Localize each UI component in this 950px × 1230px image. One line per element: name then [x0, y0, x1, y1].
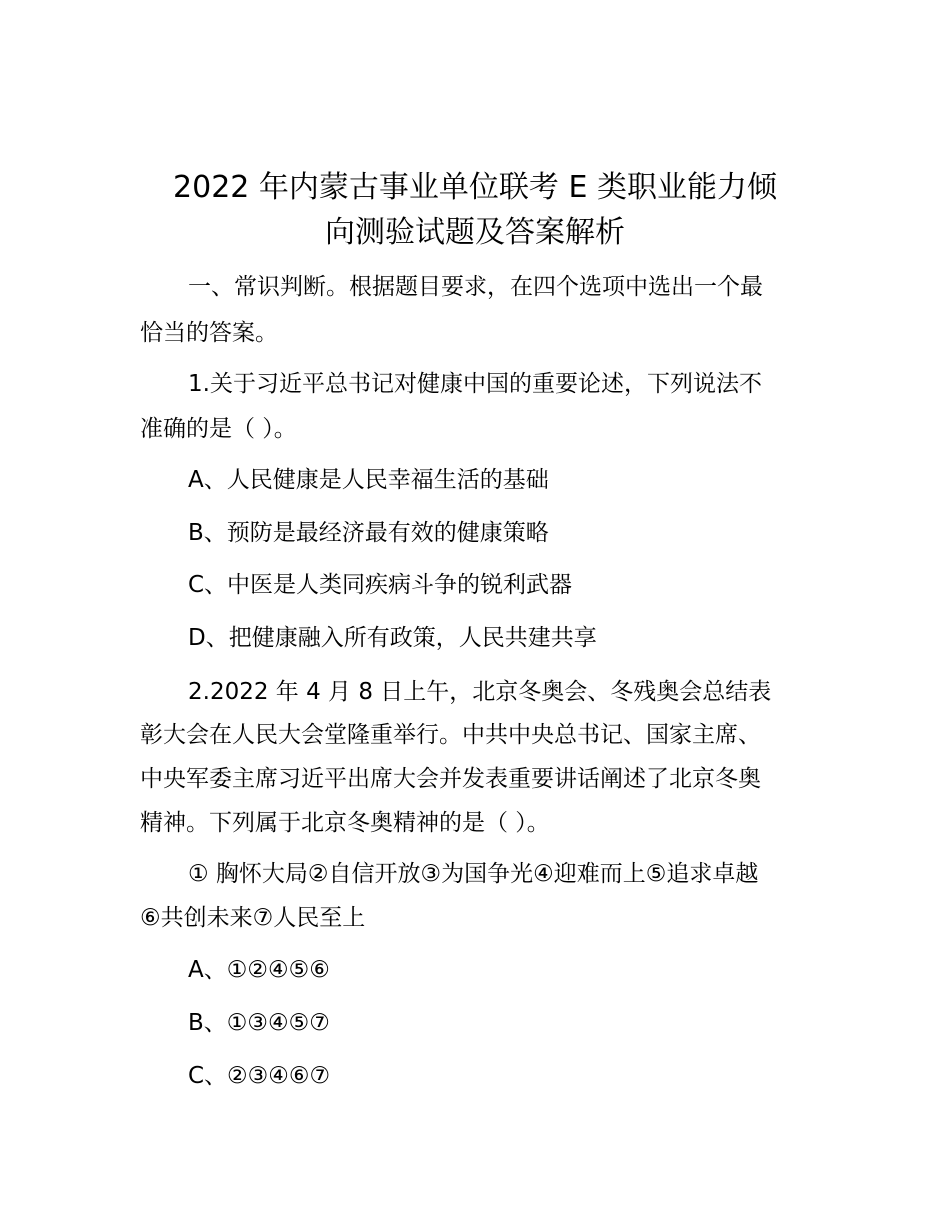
- question-2-items-line-1: ① 胸怀大局②自信开放③为国争光④迎难而上⑤追求卓越: [188, 861, 759, 887]
- question-1-stem-line-1: 1.关于习近平总书记对健康中国的重要论述，下列说法不: [188, 371, 762, 397]
- question-2-stem-line-1: 2.2022 年 4 月 8 日上午，北京冬奥会、冬残奥会总结表: [188, 679, 772, 705]
- document-title-line-2: 向测验试题及答案解析: [325, 215, 625, 250]
- question-2-stem-line-2: 彰大会在人民大会堂隆重举行。中共中央总书记、国家主席、: [140, 722, 761, 748]
- question-1-stem-line-2: 准确的是（ ）。: [140, 416, 297, 442]
- section-intro-line-1: 一、常识判断。根据题目要求，在四个选项中选出一个最: [188, 274, 763, 300]
- document-title-line-1: 2022 年内蒙古事业单位联考 E 类职业能力倾: [173, 170, 777, 205]
- question-1-option-b: B、预防是最经济最有效的健康策略: [188, 520, 549, 546]
- question-1-option-d: D、把健康融入所有政策，人民共建共享: [188, 625, 597, 651]
- question-1-option-c: C、中医是人类同疾病斗争的锐利武器: [188, 572, 573, 598]
- question-2-items-line-2: ⑥共创未来⑦人民至上: [140, 905, 366, 931]
- question-2-option-a: A、①②④⑤⑥: [188, 957, 330, 983]
- question-2-stem-line-4: 精神。下列属于北京冬奥精神的是（ ）。: [140, 810, 550, 836]
- question-2-stem-line-3: 中央军委主席习近平出席大会并发表重要讲话阐述了北京冬奥: [140, 766, 761, 792]
- question-1-option-a: A、人民健康是人民幸福生活的基础: [188, 467, 549, 493]
- section-intro-line-2: 恰当的答案。: [140, 320, 278, 346]
- question-2-option-b: B、①③④⑤⑦: [188, 1010, 330, 1036]
- question-2-option-c: C、②③④⑥⑦: [188, 1063, 331, 1089]
